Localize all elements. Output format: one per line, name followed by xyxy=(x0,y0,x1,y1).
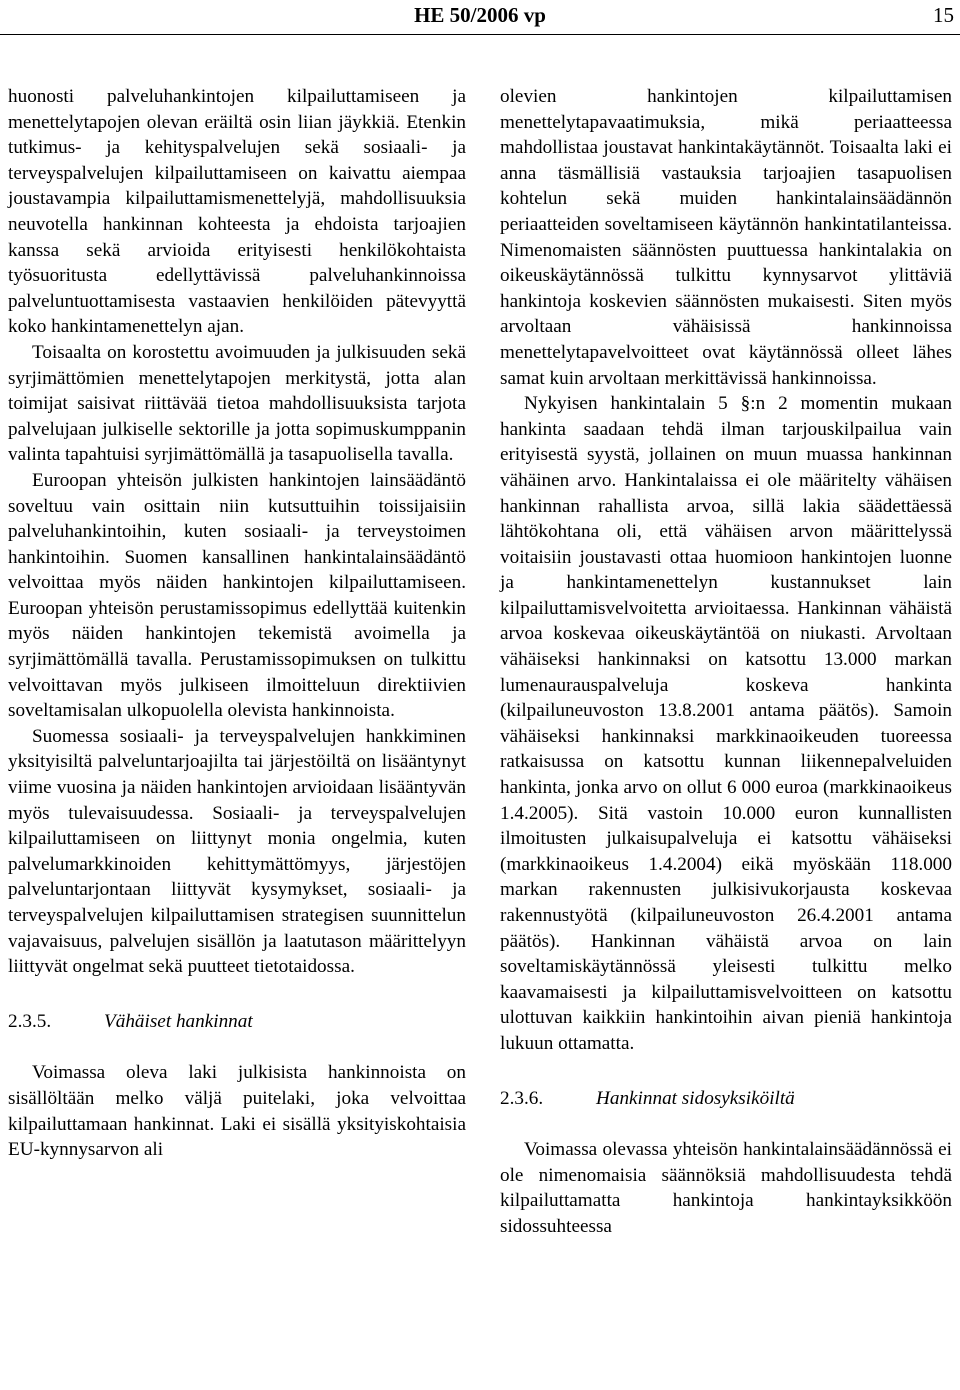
right-column xyxy=(500,84,952,1240)
document-id: HE 50/2006 vp xyxy=(414,3,546,27)
section-title: Vähäiset hankinnat xyxy=(104,1010,253,1032)
section-title: Hankinnat sidosyksiköiltä xyxy=(596,1087,795,1109)
section-heading xyxy=(500,1086,952,1112)
paragraph: Euroopan yhteisön julkisten hankintojen lainsäädäntö soveltuu vain osittain niin kutsuttuihin toissijaisiin palveluhankintoihin, kuten sosiaali- ja terveystoimen hankintoihin. Suomen kansallinen hankintalainsäädäntö velvoittaa myös näiden hankintojen kilpailuttamiseen. Euroopan yhteisön perustamissopimus edellyttää kuitenkin myös näiden hankintojen tekemistä avoimella ja syrjimättömällä tavalla. Perustamissopimuksen on tulkittu velvoittavan myös julkiseen ilmoitteluun direktiivien soveltamisalan ulkopuolella olevista hankinnoista. xyxy=(8,469,466,722)
page-number: 15 xyxy=(933,3,954,27)
paragraph: olevien hankintojen kilpailuttamisen menettelytapavaatimuksia, mikä periaatteessa mahdollistaa joustavat hankintakäytännöt. Toisaalta laki ei anna täsmällisiä vastauksia tarjoajien tasapuolisen kohtelun sekä muiden hankintalainsäädännön periaatteiden soveltamiseen käytännön hankintatilanteissa. Nimenomaisten säännösten puuttuessa hankintalakia on oikeuskäytännössä tulkittu kynnysarvot ylittäviä hankintoja koskevien säännösten mukaisesti. Siten myös arvoltaan vähäisissä hankinnoissa menettelytapavelvoitteet ovat käytännössä olleet lähes samat kuin arvoltaan merkittävissä hankinnoissa. xyxy=(500,86,952,389)
paragraph: Nykyisen hankintalain 5 §:n 2 momentin mukaan hankinta saadaan tehdä ilman tarjouskilpailua vain erityisestä syystä, jollainen on muun muassa hankinnan vähäinen arvo. Hankintalaissa ei ole määritelty vähäisen hankinnan rahallista arvoa, sillä lakia säädettäessä lähtökohtana oli, että vähäisen arvon määrittelyssä voitaisiin joustavasti ottaa huomioon hankintojen luonne ja hankintamenettelyn kustannukset lain kilpailuttamisvelvoitetta arvioitaessa. Hankinnan vähäistä arvoa koskevaa oikeuskäytäntöä on niukasti. Arvoltaan vähäiseksi hankinnaksi on katsottu 13.000 markan lumenaurauspalveluja koskeva hankinta (kilpailuneuvoston 13.8.2001 antama päätös). Samoin vähäiseksi hankinnaksi markkinaoikeuden tuoreessa ratkaisussa on katsottu kunnan liikennepalveluiden hankinta, jonka arvo on ollut 6 000 euroa (markkinaoikeus 1.4.2005). Sitä vastoin 10.000 euron kunnallisten ilmoitusten julkaisupalveluja ei katsottu vähäiseksi (markkinaoikeus 1.4.2004) eikä myöskään 118.000 markan rakennusten julkisivukorjausta koskevaa rakennustyötä (kilpailuneuvoston 26.4.2001 antama päätös). Hankinnan vähäistä arvoa on lain soveltamiskäytännössä yleisesti tulkittu melko kaavamaisesti ja kilpailuttamisvelvoitteen on katsottu ulottuvan kaikkiin hankintoihin aivan pieniä hankintoja lukuun ottamatta. xyxy=(500,393,952,1054)
section-number: 2.3.6. xyxy=(500,1087,544,1109)
page-header xyxy=(0,0,960,35)
paragraph: Voimassa oleva laki julkisista hankinnoista on sisällöltään melko väljä puitelaki, joka velvoittaa kilpailuttamaan hankinnat. Laki ei sisällä yksityiskohtaisia EU-kynnysarvon ali xyxy=(8,1062,466,1161)
paragraph: Toisaalta on korostettu avoimuuden ja julkisuuden sekä syrjimättömien menettelytapojen merkitystä, jotta alan toimijat saisivat riittävää tietoa mahdollisuuksista tarjota palvelujaan julkiselle sektorille ja jotta sopimuskumppanin valinta tapahtuisi syrjimättömällä ja tasapuolisella tavalla. xyxy=(8,341,466,466)
section-number: 2.3.5. xyxy=(8,1010,52,1032)
paragraph: Voimassa olevassa yhteisön hankintalainsäädännössä ei ole nimenomaisia säännöksiä mahdollisuudesta tehdä kilpailuttamatta hankintoja hankintayksikköön sidossuhteessa xyxy=(500,1139,952,1237)
paragraph: Suomessa sosiaali- ja terveyspalvelujen hankkiminen yksityisiltä palveluntarjoajilta tai järjestöiltä on lisääntynyt viime vuosina ja näiden hankintojen arvioidaan lisääntyvän myös tulevaisuudessa. Sosiaali- ja terveyspalvelujen kilpailuttamiseen on liittynyt monia ongelmia, kuten palvelumarkkinoiden kehittymättömyys, järjestöjen palveluntarjontaan liittyvät kysymykset, sosiaali- ja terveyspalvelujen kilpailuttamisen strategisen suunnittelun vajavaisuus, palvelujen sisällön ja laatutason määrittelyyn liittyvät ongelmat sekä puutteet tietotaidossa. xyxy=(8,725,466,978)
left-column xyxy=(8,84,466,1163)
paragraph: huonosti palveluhankintojen kilpailuttamiseen ja menettelytapojen olevan eräiltä osin liian jäykkiä. Etenkin tutkimus- ja kehityspalvelujen sekä sosiaali- ja terveyspalvelujen kilpailuttamiseen on kaivattu aiempaa joustavampia kilpailuttamismenettelyjä, mahdollisuuksia neuvotella hankinnan kohteesta ja ehdoista tarjoajien kanssa sekä arvioida erityisesti henkilökohtaista työsuoritusta edellyttävissä palveluhankinnoissa palveluntuottamisesta vastaavien henkilöiden pätevyyttä koko hankintamenettelyn ajan. xyxy=(8,86,466,338)
section-heading xyxy=(8,1009,466,1035)
